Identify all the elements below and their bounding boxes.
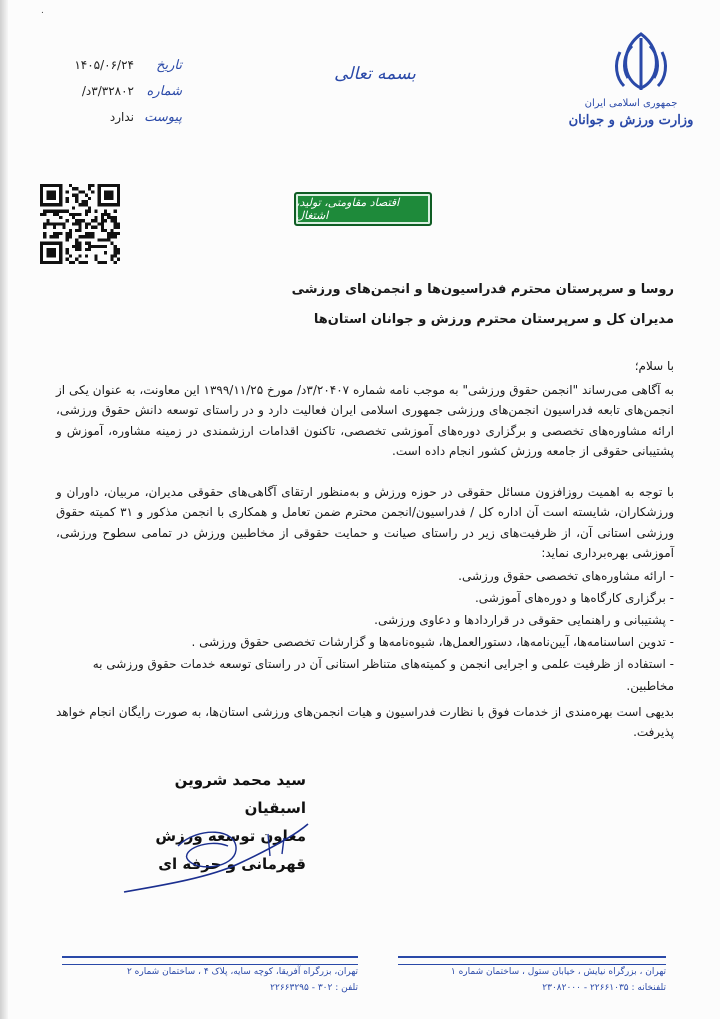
number-value: ۳/۳۲۸۰۲د/: [81, 84, 134, 98]
iran-emblem-icon: [610, 28, 672, 94]
footer-right-phone: تلفنخانه : ۲۲۶۶۱۰۳۵ - ۲۳۰۸۲۰۰۰: [542, 983, 666, 993]
date-value: ۱۴۰۵/۰۶/۲۴: [74, 58, 134, 72]
list-item: - استفاده از ظرفیت علمی و اجرایی انجمن و کمیته‌های متناظر استانی آن در راستای توسعه خدمات حقوق ورزشی به مخاطبین.: [92, 657, 674, 693]
date-row: [62, 58, 182, 84]
paragraph-1: به آگاهی می‌رساند "انجمن حقوق ورزشی" به موجب نامه شماره ۳/۲۰۴۰۷د/ مورخ ۱۳۹۹/۱۱/۲۵ این معاونت، به عنوان یکی از انجمن‌های تابعه فدراسیون انجمن‌های ورزشی جمهوری اسلامی ایران فعالیت دارد و در راستای توسعه دانش حقوق ورزشی، ارائه مشاوره‌های تخصصی و برگزاری دوره‌های آموزشی تخصصی، تاکنون اقدامات ارزشمندی در زمینه مشاوره، آموزش و پشتیبانی حقوقی از جامعه ورزش کشور انجام داده است.: [56, 383, 675, 459]
list-item: - برگزاری کارگاه‌ها و دوره‌های آموزشی.: [474, 591, 674, 605]
slogan-banner: اقتصاد مقاومتی، تولید، اشتغال: [294, 192, 432, 226]
signer-title-2: قهرمانی و حرفه ای: [158, 855, 306, 873]
ministry-header: [556, 98, 706, 128]
number-label: شماره: [146, 84, 182, 99]
paragraph-2: با توجه به اهمیت روزافزون مسائل حقوقی در حوزه ورزش و به‌منظور ارتقای آگاهی‌های حقوقی مدیران، مربیان، داوران و ورزشکاران، شایسته است آن اداره کل / فدراسیون/انجمن محترم ضمن تعامل و همکاری با انجمن مذکور و ۳۱ کمیته حقوق ورزشی استانی آن، از ظرفیت‌های زیر در راستای صیانت و حمایت حقوقی از مخاطبین ورزش در تمامی سطوح ورزشی، آموزشی بهره‌برداری نماید:: [56, 485, 674, 561]
greeting: با سلام؛: [634, 359, 674, 373]
attachment-row: [62, 110, 182, 136]
qr-code-icon: [40, 184, 120, 264]
signer-title-1: معاون توسعه ورزش: [155, 827, 306, 845]
signer-name: سید محمد شروین اسبقیان: [174, 771, 306, 817]
date-label: تاریخ: [156, 58, 182, 73]
handwritten-signature: [118, 816, 318, 902]
attachment-value: ندارد: [109, 110, 134, 124]
number-row: [62, 84, 182, 110]
list-item: - ارائه مشاوره‌های تخصصی حقوق ورزشی.: [458, 569, 674, 583]
footer-left-phone: تلفن : ۳۰۲ - ۲۲۶۶۳۲۹۵: [270, 983, 358, 993]
recipient-line-1: روسا و سرپرستان محترم فدراسیون‌ها و انجمن‌های ورزشی: [291, 282, 674, 297]
services-list: [56, 565, 674, 697]
footer-left-address: تهران، بزرگراه آفریقا، کوچه سایه، پلاک ۴ ، ساختمان شماره ۲: [126, 967, 358, 977]
footer-address-left: [62, 964, 358, 996]
letter-meta: [62, 58, 182, 136]
ministry-name: وزارت ورزش و جوانان: [568, 113, 694, 128]
country-name: جمهوری اسلامی ایران: [584, 98, 678, 109]
recipient-line-2: مدیران کل و سرپرستان محترم ورزش و جوانان استان‌ها: [313, 312, 674, 327]
basmala: بسمه تعالی: [334, 64, 416, 84]
page-edge-shadow: [0, 0, 8, 1019]
list-item: - تدوین اساسنامه‌ها، آیین‌نامه‌ها، دستورالعمل‌ها، شیوه‌نامه‌ها و گزارشات تخصصی حقوق ورزشی .: [191, 635, 674, 649]
footer-address-right: [398, 964, 666, 996]
closing-paragraph: بدیهی است بهره‌مندی از خدمات فوق با نظارت فدراسیون و هیات انجمن‌های ورزشی استان‌ها، به صورت رایگان انجام خواهد پذیرفت.: [56, 705, 674, 740]
corner-mark: ۰: [40, 8, 45, 18]
footer-right-address: تهران ، بزرگراه نیایش ، خیابان ستول ، ساختمان شماره ۱: [450, 967, 666, 977]
attachment-label: پیوست: [144, 110, 182, 125]
list-item: - پشتیبانی و راهنمایی حقوقی در قراردادها و دعاوی ورزشی.: [374, 613, 674, 627]
